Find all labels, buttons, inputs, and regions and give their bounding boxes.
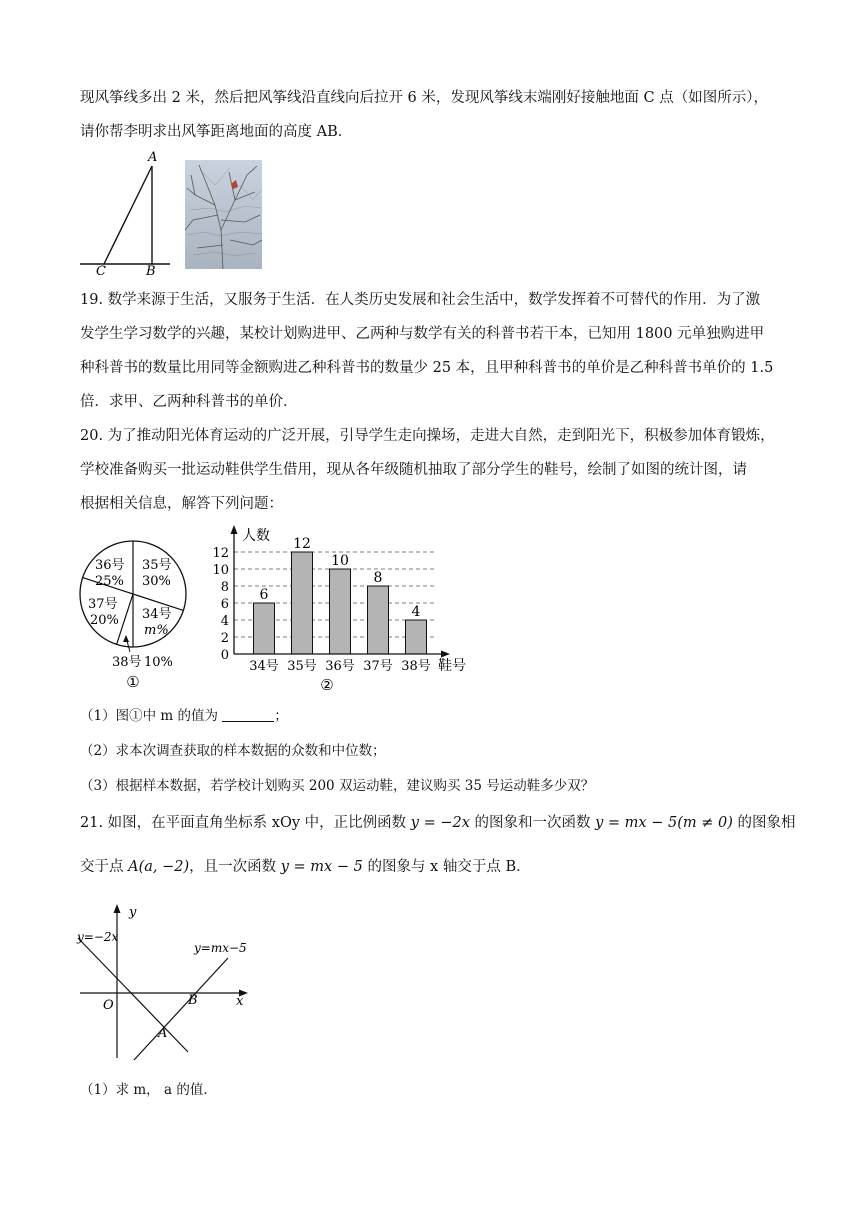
pie-label-37: 37号 [88,597,118,612]
q20-text-line-1: 20. 为了推动阳光体育运动的广泛开展，引导学生走向操场，走进大自然，走到阳光下，积极参加体育锻炼， [80,428,775,444]
q20-text-line-2: 学校准备购买一批运动鞋供学生借用，现从各年级随机抽取了部分学生的鞋号，绘制了如图的统计图，请 [80,462,747,478]
bar-caption: ② [320,676,334,693]
q20-sub1 [80,706,288,726]
q21-line2-c: 的图象与 x 轴交于点 B． [362,859,531,875]
bar-34号 [254,603,275,654]
y-tick-label: 10 [212,563,229,578]
graph-y-label: y [129,905,137,920]
x-tick-label: 38号 [401,659,431,674]
pie-pct-34: m% [144,623,169,638]
bar-37号 [368,586,389,654]
q21-line2-b: ，且一次函数 [189,859,281,875]
label-a: A [148,150,158,165]
q20-sub2: （2）求本次调查获取的样本数据的众数和中位数； [80,743,386,759]
pie-pct-38: 10% [144,655,173,670]
x-tick-label: 34号 [249,659,279,674]
graph-origin-label: O [103,998,114,1013]
pie-pct-36: 25% [95,574,124,589]
data-label: 12 [293,536,311,552]
x-tick-label: 35号 [287,659,317,674]
graph-x-label: x [236,994,244,1009]
pie-pct-35: 30% [142,574,171,589]
x-axis-label: 鞋号 [438,658,466,674]
data-label: 4 [411,604,421,620]
pie-chart [76,536,196,696]
bar-35号 [292,552,313,654]
y-tick-label: 4 [220,614,229,629]
answer-blank[interactable] [222,707,274,722]
q21-line1-b: 的图象和一次函数 [469,815,596,831]
data-label: 6 [259,587,269,603]
pie-label-38: 38号 [112,655,142,670]
q21-text-line-1 [80,813,795,833]
q21-line1-c: 的图象相 [732,815,796,831]
q21-eq2: y = mx − 5(m ≠ 0) [595,815,733,831]
pie-label-34: 34号 [142,607,172,622]
q19-text-line-4: 倍．求甲、乙两种科普书的单价． [80,394,298,410]
q21-eq3: A(a, −2) [128,859,190,875]
pie-label-35: 35号 [142,558,172,573]
q21-line2-a: 交于点 [80,859,129,875]
label-c: C [96,264,106,276]
q20-text-line-3: 根据相关信息，解答下列问题： [80,496,283,512]
coordinate-graph [76,900,256,1062]
y-axis-label: 人数 [242,528,270,544]
q21-eq4: y = mx − 5 [280,859,363,875]
kite-tree-photo [185,160,262,269]
q19-text-line-1: 19. 数学来源于生活，又服务于生活．在人类历史发展和社会生活中，数学发挥着不可替代的作用．为了激 [80,292,761,308]
y-tick-label: 8 [220,580,229,595]
q20-sub1-prefix: （1）图①中 m 的值为 [80,708,223,724]
pie-pct-37: 20% [90,613,119,628]
q19-text-line-3: 种科普书的数量比用同等金额购进乙种科普书的数量少 25 本，且甲种科普书的单价是乙种科普书单价的 1.5 [80,360,774,376]
graph-point-b: B [188,993,198,1008]
q18-text-line-1: 现风筝线多出 2 米，然后把风筝线沿直线向后拉开 6 米，发现风筝线末端刚好接触地面 C 点（如图所示）， [80,90,768,106]
q21-line1-a: 21. 如图，在平面直角坐标系 xOy 中，正比例函数 [80,815,411,831]
q21-sub1: （1）求 m， a 的值． [80,1082,217,1098]
data-label: 10 [331,553,349,569]
bar-38号 [406,620,427,654]
kite-triangle-figure [78,148,173,276]
graph-line1-label: y=−2x [77,930,119,944]
pie-label-36: 36号 [95,558,125,573]
q21-text-line-2 [80,857,531,877]
y-tick-label: 12 [212,546,229,561]
q20-sub3: （3）根据样本数据，若学校计划购买 200 双运动鞋，建议购买 35 号运动鞋多少双？ [80,778,595,794]
q19-text-line-2: 发学生学习数学的兴趣，某校计划购进甲、乙两种与数学有关的科普书若干本，已知用 1800 元单独购进甲 [80,326,765,342]
y-tick-label: 0 [220,648,229,663]
graph-point-a: A [158,1026,168,1041]
x-tick-label: 37号 [363,659,393,674]
q21-eq1: y = −2x [410,815,470,831]
q18-text-line-2: 请你帮李明求出风筝距离地面的高度 AB． [80,124,353,140]
data-label: 8 [373,570,383,586]
pie-caption: ① [126,673,140,691]
q20-sub1-suffix: ； [274,708,288,724]
y-tick-label: 2 [220,631,229,646]
x-tick-label: 36号 [325,659,355,674]
bar-36号 [330,569,351,654]
bar-chart [212,523,477,693]
y-tick-label: 6 [220,597,229,612]
graph-line2-label: y=mx−5 [194,941,247,955]
label-b: B [146,264,156,276]
